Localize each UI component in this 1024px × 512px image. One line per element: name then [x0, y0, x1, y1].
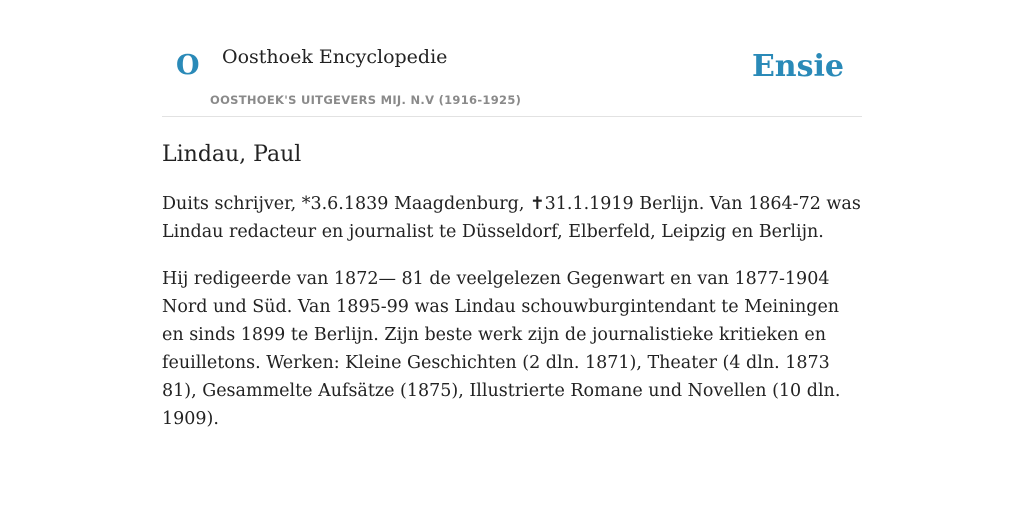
- article-paragraph: Duits schrijver, *3.6.1839 Maagdenburg, ✝31.1.1919 Berlijn. Van 1864-72 was Lindau redacteur en journalist te Düsseldorf, Elberfeld, Leipzig en Berlijn.: [162, 193, 861, 242]
- publication-subtitle: OOSTHOEK'S UITGEVERS MIJ. N.V (1916-1925): [210, 93, 522, 107]
- site-header: [162, 0, 862, 117]
- page-container: [162, 0, 862, 433]
- publication-logo[interactable]: O: [176, 50, 200, 81]
- article: [162, 141, 862, 433]
- ensie-logo[interactable]: Ensie: [751, 49, 844, 84]
- publication-title[interactable]: Oosthoek Encyclopedie: [222, 46, 448, 68]
- article-title: Lindau, Paul: [162, 142, 302, 167]
- article-paragraph: Hij redigeerde van 1872— 81 de veelgelezen Gegenwart en van 1877-1904 Nord und Süd. Van 1895-99 was Lindau schouwburgintendant te Meiningen en sinds 1899 te Berlijn. Zijn beste werk zijn de journalistieke kritieken en feuilletons. Werken: Kleine Geschichten (2 dln. 1871), Theater (4 dln. 1873 81), Gesammelte Aufsätze (1875), Illustrierte Romane und Novellen (10 dln. 1909).: [162, 268, 841, 429]
